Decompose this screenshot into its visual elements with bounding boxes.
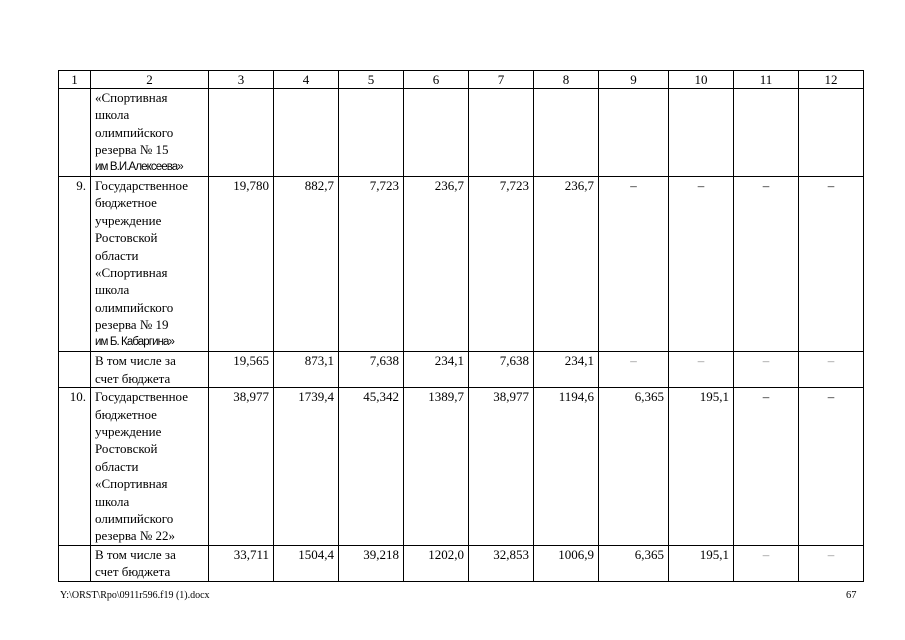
name-line: Государственное — [95, 389, 188, 405]
file-path-footer: Y:\ORST\Rpo\0911r596.f19 (1).docx — [60, 590, 210, 601]
value-cell: – — [599, 177, 669, 352]
value-cell: – — [599, 352, 669, 388]
value-cell: 1389,7 — [404, 388, 469, 546]
row-number-cell — [59, 352, 91, 388]
header-cell: 8 — [534, 71, 599, 89]
header-cell: 10 — [669, 71, 734, 89]
value-cell: 1504,4 — [274, 545, 339, 581]
name-line: школа — [95, 107, 130, 123]
value-cell: 1739,4 — [274, 388, 339, 546]
name-line: олимпийского — [95, 124, 174, 140]
value-cell: 19,780 — [209, 177, 274, 352]
value-cell: – — [669, 352, 734, 388]
value-cell: 7,638 — [469, 352, 534, 388]
header-cell: 12 — [799, 71, 864, 89]
value-cell: 236,7 — [534, 177, 599, 352]
value-cell: – — [734, 388, 799, 546]
row-number-cell: 9. — [59, 177, 91, 352]
name-line: В том числе за — [95, 546, 176, 562]
value-cell: 7,723 — [339, 177, 404, 352]
name-line: резерва № 15 — [95, 142, 169, 158]
institution-name-cell — [91, 177, 209, 352]
name-line: Ростовской — [95, 230, 158, 246]
value-cell: 45,342 — [339, 388, 404, 546]
institution-name-cell — [91, 388, 209, 546]
value-cell: 195,1 — [669, 545, 734, 581]
row-number-cell — [59, 545, 91, 581]
row-number-cell — [59, 89, 91, 177]
value-cell: – — [799, 177, 864, 352]
name-line: В том числе за — [95, 353, 176, 369]
table-row — [59, 388, 864, 546]
data-table — [58, 70, 864, 582]
value-cell: 195,1 — [669, 388, 734, 546]
header-cell: 7 — [469, 71, 534, 89]
name-line: бюджетное — [95, 406, 157, 422]
value-cell: 882,7 — [274, 177, 339, 352]
name-line: Государственное — [95, 178, 188, 194]
name-line: олимпийского — [95, 299, 174, 315]
name-line: олимпийского — [95, 510, 174, 526]
value-cell: – — [799, 352, 864, 388]
name-line: учреждение — [95, 212, 162, 228]
name-line: школа — [95, 493, 130, 509]
value-cell: – — [734, 545, 799, 581]
value-cell: – — [734, 177, 799, 352]
value-cell: – — [799, 388, 864, 546]
header-row — [59, 71, 864, 89]
value-cell: 234,1 — [534, 352, 599, 388]
institution-name-cell — [91, 89, 209, 177]
name-line: счет бюджета — [95, 564, 171, 580]
institution-name-cell — [91, 545, 209, 581]
header-cell: 1 — [59, 71, 91, 89]
header-cell: 3 — [209, 71, 274, 89]
value-cell: – — [669, 177, 734, 352]
value-cell: 236,7 — [404, 177, 469, 352]
table-row — [59, 352, 864, 388]
table-row — [59, 177, 864, 352]
name-line: области — [95, 247, 139, 263]
value-cell: 19,565 — [209, 352, 274, 388]
name-line: «Спортивная — [95, 265, 168, 281]
value-cell: 32,853 — [469, 545, 534, 581]
value-cell: – — [799, 545, 864, 581]
name-line: школа — [95, 282, 130, 298]
name-line: им Б. Кабаргина» — [95, 335, 175, 348]
header-cell: 5 — [339, 71, 404, 89]
table-row — [59, 89, 864, 177]
name-line: области — [95, 458, 139, 474]
name-line: счет бюджета — [95, 370, 171, 386]
value-cell: 38,977 — [469, 388, 534, 546]
value-cell: 1006,9 — [534, 545, 599, 581]
name-line: резерва № 19 — [95, 317, 169, 333]
value-cell: 873,1 — [274, 352, 339, 388]
header-cell: 11 — [734, 71, 799, 89]
value-cell: – — [734, 352, 799, 388]
name-line: им В.И.Алексеева» — [95, 160, 183, 173]
header-cell: 4 — [274, 71, 339, 89]
name-line: «Спортивная — [95, 90, 168, 105]
page-number: 67 — [846, 590, 857, 601]
table-row — [59, 545, 864, 581]
header-cell: 9 — [599, 71, 669, 89]
value-cell: 6,365 — [599, 388, 669, 546]
name-line: бюджетное — [95, 195, 157, 211]
header-cell: 2 — [91, 71, 209, 89]
header-cell: 6 — [404, 71, 469, 89]
value-cell: 7,638 — [339, 352, 404, 388]
name-line: Ростовской — [95, 441, 158, 457]
name-line: резерва № 22» — [95, 528, 175, 544]
row-number-cell: 10. — [59, 388, 91, 546]
name-line: «Спортивная — [95, 476, 168, 492]
value-cell: 234,1 — [404, 352, 469, 388]
value-cell: 33,711 — [209, 545, 274, 581]
value-cell: 6,365 — [599, 545, 669, 581]
value-cell: 1194,6 — [534, 388, 599, 546]
institution-name-cell — [91, 352, 209, 388]
name-line: учреждение — [95, 423, 162, 439]
value-cell: 1202,0 — [404, 545, 469, 581]
value-cell: 38,977 — [209, 388, 274, 546]
value-cell: 39,218 — [339, 545, 404, 581]
value-cell: 7,723 — [469, 177, 534, 352]
